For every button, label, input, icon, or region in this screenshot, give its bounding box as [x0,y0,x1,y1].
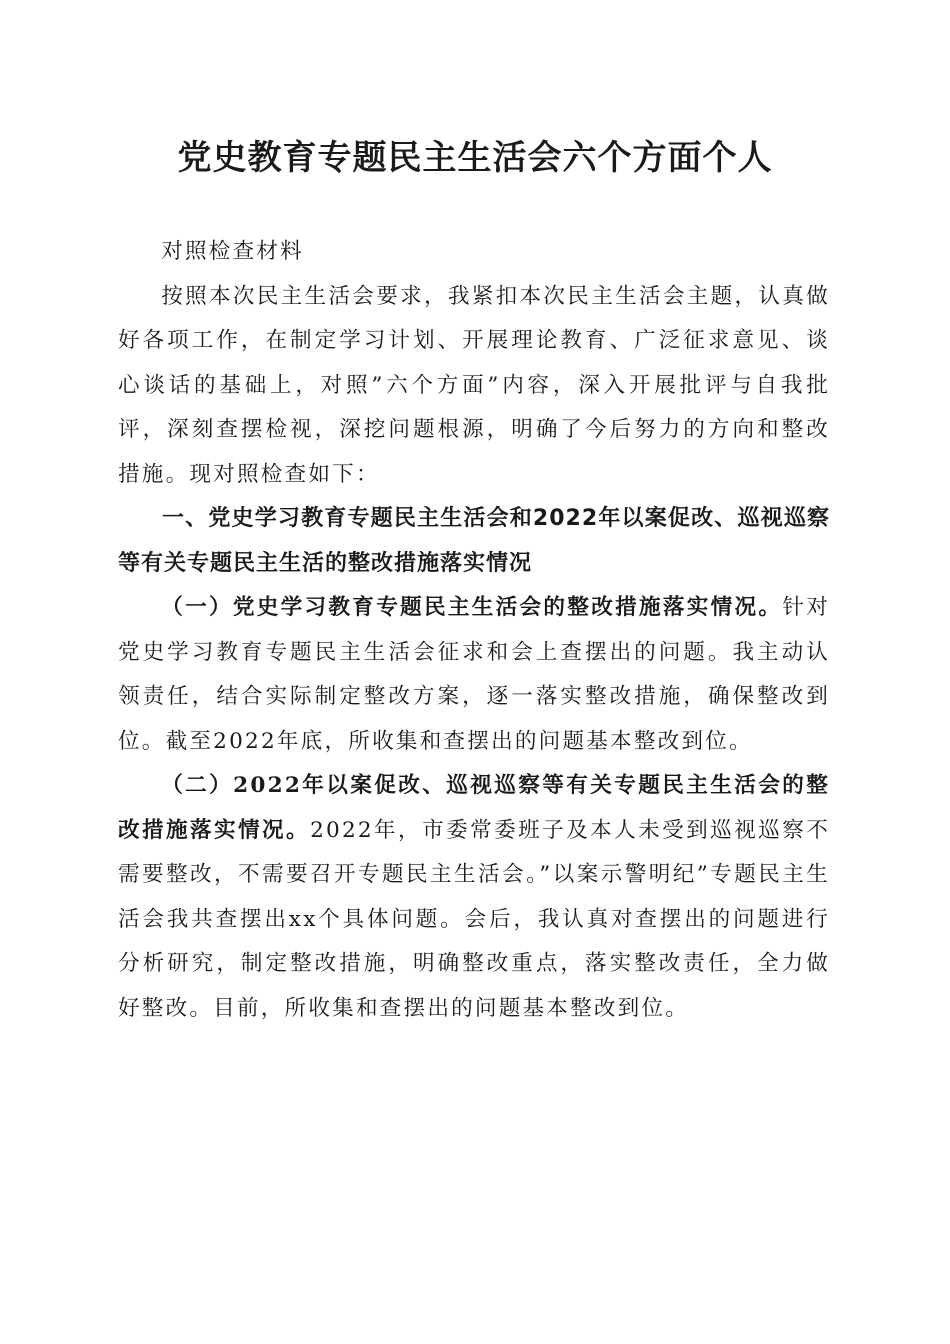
document-title: 党史教育专题民主生活会六个方面个人 [177,138,773,178]
document-body [118,230,830,1031]
item-1-text: 针对党史学习教育专题民主生活会征求和会上查摆出的问题。我主动认领责任，结合实际制定整改方案，逐一落实整改措施，确保整改到位。截至2022年底，所收集和查摆出的问题基本整改到位。 [118,595,830,754]
section-1-heading: 一、党史学习教育专题民主生活会和2022年以案促改、巡视巡察等有关专题民主生活的整改措施落实情况 [118,506,830,576]
intro-paragraph: 按照本次民主生活会要求，我紧扣本次民主生活会主题，认真做好各项工作，在制定学习计划、开展理论教育、广泛征求意见、谈心谈话的基础上，对照”六个方面”内容，深入开展批评与自我批评，深刻查摆检视，深挖问题根源，明确了今后努力的方向和整改措施。现对照检查如下： [118,283,830,487]
item-1-paragraph [118,586,830,764]
document-subtitle: 对照检查材料 [161,239,304,264]
item-2-lead: （二）2022年以案促改、巡视巡察等有关专题民主生活会的整改措施落实情况。 [118,773,830,843]
item-2-text: 2022年，市委常委班子及本人未受到巡视巡察不需要整改，不需要召开专题民主生活会。”以案示警明纪”专题民主生活会我共查摆出xx个具体问题。会后，我认真对查摆出的问题进行分析研究，制定整改措施，明确整改重点，落实整改责任，全力做好整改。目前，所收集和查摆出的问题基本整改到位。 [118,817,830,1021]
item-1-lead: （一）党史学习教育专题民主生活会的整改措施落实情况。 [161,595,783,620]
item-2-paragraph [118,764,830,1031]
